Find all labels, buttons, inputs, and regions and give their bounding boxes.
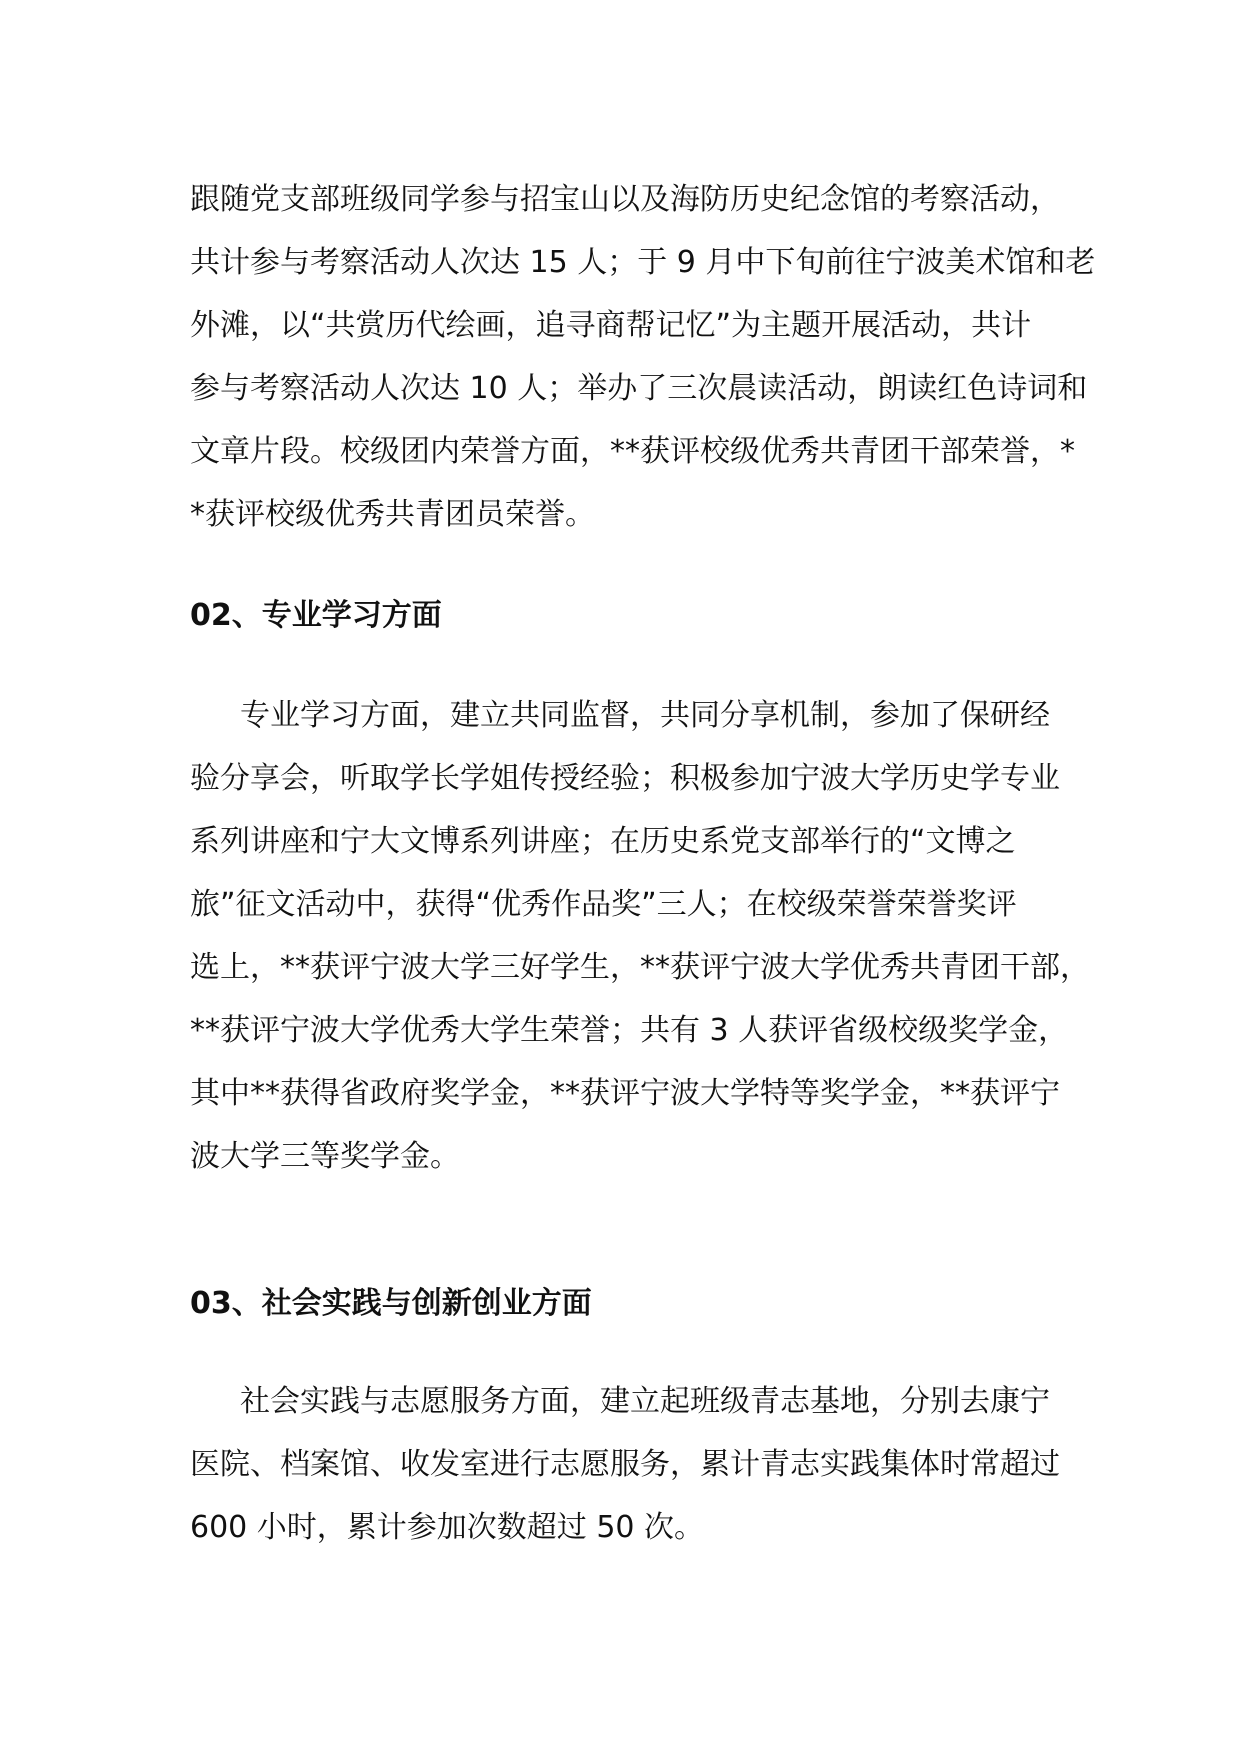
paragraph-line: 验分享会，听取学长学姐传授经验；积极参加宁波大学历史学专业 bbox=[190, 761, 1060, 796]
paragraph-line: 选上，**获评宁波大学三好学生，**获评宁波大学优秀共青团干部， bbox=[190, 950, 1090, 985]
paragraph-line: 文章片段。校级团内荣誉方面，**获评校级优秀共青团干部荣誉，* bbox=[190, 434, 1075, 469]
paragraph-line: **获评宁波大学优秀大学生荣誉；共有 3 人获评省级校级奖学金， bbox=[190, 1013, 1069, 1048]
paragraph-line: 600 小时，累计参加次数超过 50 次。 bbox=[190, 1510, 705, 1545]
paragraph-line: 外滩，以“共赏历代绘画，追寻商帮记忆”为主题开展活动，共计 bbox=[190, 308, 1032, 343]
paragraph-line: 医院、档案馆、收发室进行志愿服务，累计青志实践集体时常超过 bbox=[190, 1447, 1060, 1482]
paragraph-line: 波大学三等奖学金。 bbox=[190, 1139, 460, 1174]
paragraph-line: 其中**获得省政府奖学金，**获评宁波大学特等奖学金，**获评宁 bbox=[190, 1076, 1060, 1111]
paragraph-line: 专业学习方面，建立共同监督，共同分享机制，参加了保研经 bbox=[240, 698, 1050, 733]
paragraph-line: 跟随党支部班级同学参与招宝山以及海防历史纪念馆的考察活动， bbox=[190, 182, 1060, 217]
paragraph-line: 旅”征文活动中，获得“优秀作品奖”三人；在校级荣誉荣誉奖评 bbox=[190, 887, 1017, 922]
paragraph-line: 系列讲座和宁大文博系列讲座；在历史系党支部举行的“文博之 bbox=[190, 824, 1016, 859]
section-heading: 03、社会实践与创新创业方面 bbox=[190, 1286, 592, 1321]
paragraph-line: 共计参与考察活动人次达 15 人；于 9 月中下旬前往宁波美术馆和老 bbox=[190, 245, 1096, 280]
paragraph-line: *获评校级优秀共青团员荣誉。 bbox=[190, 497, 595, 532]
section-heading: 02、专业学习方面 bbox=[190, 598, 442, 633]
paragraph-line: 参与考察活动人次达 10 人；举办了三次晨读活动，朗读红色诗词和 bbox=[190, 371, 1088, 406]
paragraph-line: 社会实践与志愿服务方面，建立起班级青志基地，分别去康宁 bbox=[240, 1384, 1050, 1419]
